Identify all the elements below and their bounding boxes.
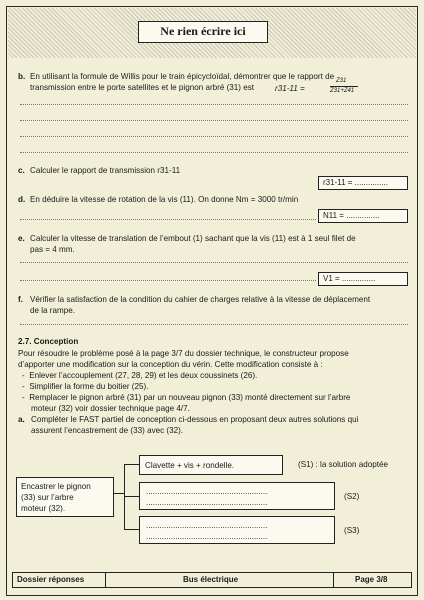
q-b-letter: b.: [18, 72, 26, 81]
footer-left: Dossier réponses: [17, 575, 85, 584]
answer-line: [20, 280, 316, 281]
fast-s1-label: (S1) : la solution adoptée: [298, 460, 388, 469]
fast-function-box: [16, 477, 114, 517]
q-e-line2: pas = 4 mm.: [30, 245, 75, 254]
q-f-line1: Vérifier la satisfaction de la condition du cahier de charges relative à la vitesse de déplacement: [30, 295, 371, 304]
q-b-formula-lhs: r31-11 =: [275, 84, 305, 93]
answer-line: [20, 120, 408, 121]
bullet-3: - Remplacer le pignon arbré (31) par un nouveau pignon (33) monté directement sur l’arbre: [22, 393, 351, 402]
section-p1: Pour résoudre le problème posé à la page 3/7 du dossier technique, le constructeur propose: [18, 349, 349, 358]
fast-s2-label: (S2): [344, 492, 360, 501]
section-qa-line2: assurent l’encastrement de (33) avec (32).: [31, 426, 184, 435]
fast-s3-dots: ......................................................: [146, 521, 268, 530]
section-title: 2.7. Conception: [18, 337, 79, 346]
bullet-1: - Enlever l’accouplement (27, 28, 29) et les deux coussinets (26).: [22, 371, 258, 380]
footer: [12, 572, 412, 588]
fast-solution-s3-box[interactable]: [139, 516, 335, 544]
fast-connector: [114, 493, 124, 494]
q-b-formula-den: Z31+Z41: [330, 88, 355, 94]
answer-line: [20, 219, 316, 220]
answer-line: [20, 262, 408, 263]
fast-connector: [124, 529, 139, 530]
section-p2: d’apporter une modification sur la conception du vérin. Cette modification consiste à :: [18, 360, 323, 369]
q-d-letter: d.: [18, 195, 26, 204]
section-qa-letter: a.: [18, 415, 25, 424]
q-c-letter: c.: [18, 166, 25, 175]
q-e-letter: e.: [18, 234, 25, 243]
answer-line: [20, 324, 408, 325]
q-f-letter: f.: [18, 295, 23, 304]
fast-connector: [124, 464, 125, 530]
footer-divider: [105, 573, 106, 587]
q-b-line2: transmission entre le porte satellites et le pignon arbré (31) est: [30, 83, 255, 92]
answer-line: [20, 104, 408, 105]
section-qa-line1: Compléter le FAST partiel de conception ci-dessous en proposant deux autres solutions qui: [31, 415, 359, 424]
fast-s2-dots: ......................................................: [146, 487, 268, 496]
fast-s1-text: Clavette + vis + rondelle.: [145, 461, 235, 470]
footer-right: Page 3/8: [355, 575, 388, 584]
fast-solution-s1-box: [139, 455, 283, 475]
footer-center: Bus électrique: [183, 575, 239, 584]
q-b-line1: En utilisant la formule de Willis pour le train épicycloïdal, démontrer que le rapport de: [30, 72, 335, 81]
q-d-answer-box[interactable]: N11 = ...............: [318, 209, 408, 223]
fast-connector: [124, 496, 139, 497]
fast-s3-dots: ......................................................: [146, 532, 268, 541]
answer-line: [20, 136, 408, 137]
q-c-answer-box[interactable]: r31-11 = ...............: [318, 176, 408, 190]
fast-s2-dots: ......................................................: [146, 498, 268, 507]
q-e-answer-box[interactable]: V1 = ...............: [318, 272, 408, 286]
fast-solution-s2-box[interactable]: [139, 482, 335, 510]
no-write-banner: Ne rien écrire ici: [138, 21, 268, 43]
fast-function-line: Encastrer le pignon: [21, 482, 91, 491]
answer-line: [20, 152, 408, 153]
fast-connector: [124, 464, 139, 465]
fast-function-line: moteur (32).: [21, 504, 66, 513]
q-f-line2: de la rampe.: [30, 306, 75, 315]
footer-divider: [333, 573, 334, 587]
q-c-text: Calculer le rapport de transmission r31-11: [30, 166, 181, 175]
q-e-line1: Calculer la vitesse de translation de l’embout (1) sachant que la vis (11) est à 1 seul filet de: [30, 234, 356, 243]
bullet-2: - Simplifier la forme du boitier (25).: [22, 382, 149, 391]
fast-s3-label: (S3): [344, 526, 360, 535]
bullet-3-cont: moteur (32) voir dossier technique page 4/7.: [31, 404, 190, 413]
q-b-formula-num: Z31: [336, 78, 347, 84]
q-d-text: En déduire la vitesse de rotation de la vis (11). On donne Nm = 3000 tr/min: [30, 195, 299, 204]
fraction-bar: [330, 86, 358, 87]
fast-function-line: (33) sur l’arbre: [21, 493, 74, 502]
